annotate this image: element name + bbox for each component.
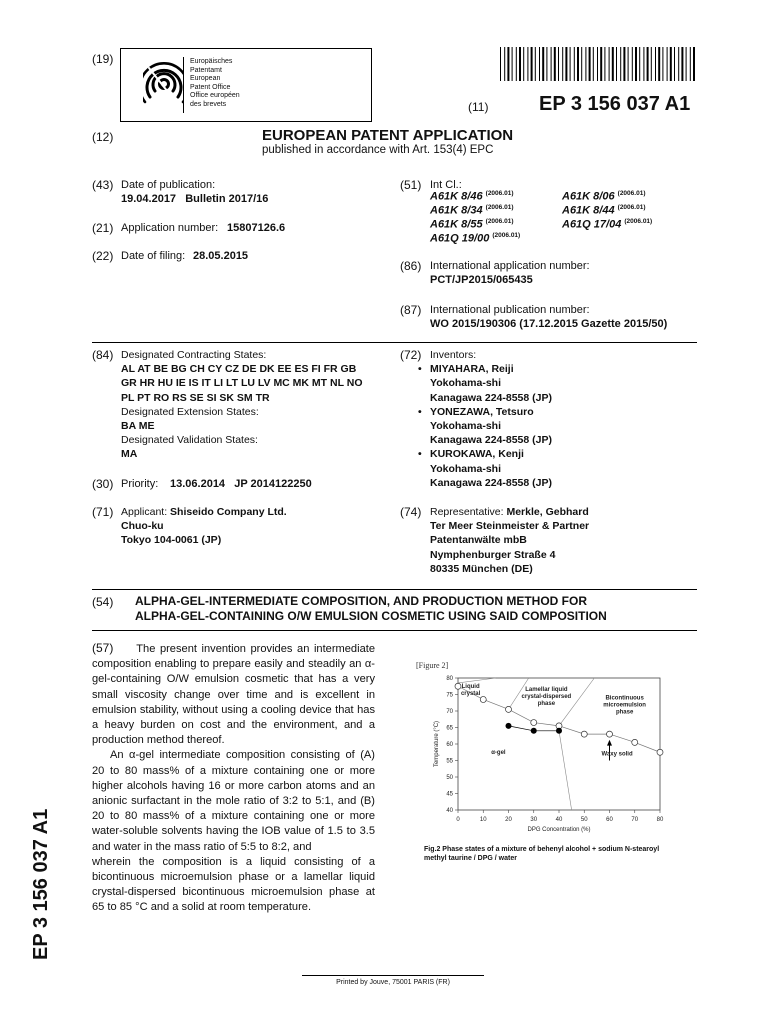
priority-value: 13.06.2014 JP 2014122250 [170, 478, 312, 490]
code-30: (30) [92, 477, 114, 491]
region-label-line: Waxy solid [601, 751, 633, 758]
x-tick-label: 30 [530, 817, 538, 823]
title-line: ALPHA-GEL-CONTAINING O/W EMULSION COSMETIC USING SAID COMPOSITION [135, 609, 607, 623]
application-number: 15807126.6 [227, 222, 286, 234]
code-22: (22) [92, 249, 114, 263]
barcode-bar [570, 47, 571, 81]
caption-line: methyl taurine / DPG / water [424, 855, 517, 862]
inventor-entry [430, 447, 690, 490]
application-number-label: Application number: [121, 222, 219, 234]
intl-application-label: International application number: [430, 260, 590, 272]
barcode-bar [620, 47, 621, 81]
filled-data-point [506, 723, 512, 729]
barcode-bar [667, 47, 668, 81]
inventor-name: • YONEZAWA, Tetsuro [430, 405, 690, 419]
representative-name: Merkle, Gebhard [506, 506, 589, 518]
inventor-region: Kanagawa 224-8558 (JP) [430, 391, 552, 404]
caption-line: Fig.2 Phase states of a mixture of behenyl alcohol + sodium N-stearoyl [424, 846, 660, 853]
barcode-bar [516, 47, 517, 81]
ipc-version: (2006.01) [485, 218, 514, 225]
region-label-line: Lamellar liquid [525, 687, 568, 694]
divider [92, 342, 697, 343]
abstract-paragraph: The present invention provides an intermediate composition enabling to prepare easily and steadily an α-gel-containing O/W emulsion cosmetic that has a very small viscosity change over time and is excellent in emulsion stability, without using a cooling device that has a heavy burden on cost and the environment, and a production method thereof. [92, 643, 375, 747]
x-axis-label: DPG Concentration (%) [527, 827, 591, 833]
barcode-bar [647, 47, 649, 81]
applicant-label: Applicant: [121, 506, 168, 518]
barcode-bar [643, 47, 644, 81]
ipc-code [430, 232, 520, 245]
region-label-line: crystal-dispersed [521, 694, 572, 701]
int-cl-label: Int Cl.: [430, 179, 462, 191]
code-54: (54) [92, 595, 114, 609]
abstract [92, 641, 375, 916]
phase-diagram-chart [418, 668, 676, 840]
ipc-code [562, 204, 645, 217]
code-72: (72) [400, 348, 422, 362]
applicant-name: Shiseido Company Ltd. [170, 506, 287, 518]
barcode-bar [581, 47, 582, 81]
code-11: (11) [468, 100, 489, 114]
barcode-bar [558, 47, 559, 81]
barcode-bar [539, 47, 540, 81]
region-label [461, 684, 481, 697]
barcode-bar [562, 47, 563, 81]
inventor-city: Yokohama-shi [430, 462, 501, 475]
barcode-bar [600, 47, 602, 81]
ipc-code-text: A61K 8/34 [430, 204, 483, 217]
open-data-point [632, 739, 638, 745]
ipc-version: (2006.01) [485, 204, 514, 211]
office-name-de-2: Patentamt [190, 66, 222, 74]
barcode-bar [542, 47, 544, 81]
ipc-code [430, 204, 513, 217]
region-label [602, 752, 633, 758]
inventor-entry [430, 362, 690, 405]
y-axis-label: Temperature (°C) [434, 720, 440, 768]
code-57: (57) [92, 641, 114, 655]
footer-divider [302, 975, 484, 976]
region-label [522, 687, 572, 707]
ipc-code-text: A61K 8/46 [430, 190, 483, 203]
barcode-bar [678, 47, 679, 81]
side-publication-number: EP 3 156 037 A1 [30, 808, 52, 960]
phase-boundary [559, 731, 572, 810]
representative-line: 80335 München (DE) [430, 562, 533, 575]
document-type: EUROPEAN PATENT APPLICATION [262, 127, 514, 144]
code-74: (74) [400, 505, 422, 519]
code-86: (86) [400, 259, 422, 273]
epo-logo-box [120, 48, 372, 122]
inventor-city: Yokohama-shi [430, 377, 501, 390]
phase-boundary [458, 678, 496, 683]
office-name-fr-1: Office européen [190, 92, 240, 100]
barcode-bar [554, 47, 556, 81]
barcode-bar [639, 47, 640, 81]
ipc-code [430, 190, 513, 203]
publication-number: EP 3 156 037 A1 [539, 93, 691, 115]
barcode-bar [500, 47, 501, 81]
applicant-address-line: Chuo-ku [121, 520, 164, 533]
x-tick-label: 80 [656, 817, 664, 823]
barcode-bar [565, 47, 567, 81]
region-label-line: Bicontinuous [605, 695, 644, 702]
divider [92, 589, 697, 590]
inventors-block [430, 348, 690, 490]
indicator-arrow-head [607, 740, 612, 746]
ipc-version: (2006.01) [617, 190, 646, 197]
abstract-paragraph: An α-gel intermediate composition consisting of (A) 20 to 80 mass% of a mixture containing one or more higher alcohols having 16 or more carbon atoms and an anionic surfactant in the mole ratio of 3:2 to 5:1, and (B) 20 to 80 mass% of a mixture containing one or more water-soluble solvents having the IOB value of 1.5 to 3.5 and water in the mass ratio of 5:5 to 8:2, and [92, 749, 375, 853]
office-name-fr-2: des brevets [190, 100, 227, 108]
barcode-bar [616, 47, 617, 81]
phase-boundary [559, 678, 594, 726]
barcode-bar [527, 47, 528, 81]
publication-date-label: Date of publication: [121, 179, 216, 191]
barcode-bar [612, 47, 614, 81]
y-tick-label: 40 [446, 808, 453, 814]
contracting-states-line: PL PT RO RS SE SI SK SM TR [121, 391, 270, 404]
extension-states: BA ME [121, 420, 155, 433]
y-tick-label: 60 [446, 742, 453, 748]
barcode-bar [531, 47, 533, 81]
contracting-states-label: Designated Contracting States: [121, 349, 267, 361]
barcode-bar [597, 47, 598, 81]
extension-states-label: Designated Extension States: [121, 405, 259, 418]
x-tick-label: 50 [580, 817, 588, 823]
open-data-point [531, 720, 537, 726]
ipc-code-text: A61Q 17/04 [562, 218, 622, 231]
y-tick-label: 65 [446, 725, 453, 732]
region-label-line: microemulsion [603, 702, 646, 709]
x-tick-label: 20 [505, 817, 512, 823]
barcode-bar [693, 47, 695, 81]
open-data-point [455, 683, 461, 689]
y-tick-label: 55 [446, 758, 453, 765]
barcode-bar [574, 47, 575, 81]
barcode-bar [523, 47, 524, 81]
validation-states-label: Designated Validation States: [121, 434, 258, 447]
code-21: (21) [92, 221, 114, 235]
region-label-line: phase [537, 701, 556, 708]
ipc-code-text: A61K 8/06 [562, 190, 615, 203]
barcode-bar [512, 47, 513, 81]
inventor-entry [430, 405, 690, 448]
x-tick-label: 60 [606, 817, 613, 823]
representative-line: Ter Meer Steinmeister & Partner [430, 520, 590, 533]
code-71: (71) [92, 505, 114, 519]
office-name-de-1: Europäisches [190, 58, 233, 65]
barcode-bar [686, 47, 687, 81]
y-tick-label: 50 [446, 775, 453, 781]
barcode-bar [535, 47, 536, 81]
x-tick-label: 10 [479, 817, 487, 823]
office-name-en-1: European [190, 75, 221, 83]
printer-note: Printed by Jouve, 75001 PARIS (FR) [336, 979, 450, 986]
barcode-bar [690, 47, 691, 81]
ipc-code-text: A61K 8/55 [430, 218, 483, 231]
representative-block [430, 505, 589, 576]
barcode-bar [628, 47, 629, 81]
ipc-code-text: A61K 8/44 [562, 204, 615, 217]
open-data-point [607, 731, 613, 737]
figure-tag: [Figure 2] [416, 661, 449, 670]
barcode-bar [662, 47, 663, 81]
designated-states-block [121, 348, 391, 462]
barcode-bar [604, 47, 605, 81]
barcode-image [500, 47, 696, 81]
inventor-region: Kanagawa 224-8558 (JP) [430, 434, 552, 447]
region-label-line: crystal [460, 690, 481, 697]
ipc-code [562, 190, 645, 203]
barcode-bar [632, 47, 633, 81]
x-tick-label: 40 [555, 817, 563, 823]
barcode-bar [551, 47, 552, 81]
y-tick-label: 75 [446, 692, 453, 699]
ipc-version: (2006.01) [624, 218, 653, 225]
filing-date-label: Date of filing: [121, 250, 186, 262]
contracting-states-line: AL AT BE BG CH CY CZ DE DK EE ES FI FR GB [121, 363, 357, 376]
inventor-name: • MIYAHARA, Reiji [430, 362, 690, 376]
ipc-version: (2006.01) [485, 190, 514, 197]
invention-title [135, 594, 607, 624]
ipc-code [562, 218, 652, 231]
barcode-bar [655, 47, 656, 81]
barcode-bar [609, 47, 610, 81]
filled-data-point [556, 728, 562, 734]
representative-label: Representative: [430, 506, 504, 518]
ipc-version: (2006.01) [492, 232, 521, 239]
code-84: (84) [92, 348, 114, 362]
applicant-block [121, 505, 287, 548]
y-tick-label: 45 [446, 791, 453, 798]
contracting-states-line: GR HR HU IE IS IT LI LT LU LV MC MK MT NL NO [121, 377, 363, 390]
barcode-bar [658, 47, 660, 81]
code-19: (19) [92, 52, 114, 66]
intl-publication-number: WO 2015/190306 (17.12.2015 Gazette 2015/50) [430, 318, 668, 330]
code-87: (87) [400, 303, 422, 317]
divider [92, 630, 697, 631]
barcode-bar [577, 47, 579, 81]
applicant-address-line: Tokyo 104-0061 (JP) [121, 534, 222, 547]
code-12: (12) [92, 130, 114, 144]
inventor-region: Kanagawa 224-8558 (JP) [430, 476, 552, 489]
region-label-line: phase [615, 709, 634, 716]
barcode-bar [504, 47, 505, 81]
abstract-paragraph: wherein the composition is a liquid consisting of a bicontinuous microemulsion phase or a lamellar liquid crystal-dispersed bicontinuous microemulsion phase at 65 to 85 °C and a solid at room temperature. [92, 855, 375, 914]
barcode-bar [635, 47, 637, 81]
ipc-code-text: A61Q 19/00 [430, 232, 490, 245]
ipc-code [430, 218, 513, 231]
epo-logo-icon [143, 54, 183, 114]
code-51: (51) [400, 178, 422, 192]
epo-office-names [190, 58, 240, 110]
barcode-bar [519, 47, 521, 81]
representative-line: Patentanwälte mbB [430, 534, 527, 547]
open-data-point [506, 706, 512, 712]
open-data-point [657, 749, 663, 755]
inventor-name: • KUROKAWA, Kenji [430, 447, 690, 461]
barcode-bar [507, 47, 509, 81]
x-tick-label: 0 [456, 817, 460, 823]
figure-caption [424, 845, 659, 863]
barcode-bar [546, 47, 547, 81]
intl-application-number: PCT/JP2015/065435 [430, 274, 533, 286]
barcode-bar [593, 47, 594, 81]
x-tick-label: 70 [631, 817, 639, 823]
open-data-point [480, 696, 486, 702]
region-label-line: α-gel [491, 749, 506, 756]
publication-date: 19.04.2017 Bulletin 2017/16 [121, 193, 269, 205]
filing-date: 28.05.2015 [193, 250, 249, 262]
barcode-bar [674, 47, 675, 81]
open-data-point [581, 731, 587, 737]
barcode-bar [670, 47, 672, 81]
barcode-bar [681, 47, 683, 81]
office-name-en-2: Patent Office [190, 83, 231, 91]
intl-publication-label: International publication number: [430, 304, 590, 316]
code-43: (43) [92, 178, 114, 192]
region-label-line: Liquid [461, 683, 480, 690]
inventors-label: Inventors: [430, 349, 477, 361]
barcode-bar [585, 47, 586, 81]
barcode-bar [589, 47, 591, 81]
y-tick-label: 70 [446, 709, 453, 715]
document-subtitle: published in accordance with Art. 153(4) EPC [262, 144, 494, 156]
ipc-version: (2006.01) [617, 204, 646, 211]
barcode-bar [651, 47, 652, 81]
barcode-bar [623, 47, 625, 81]
priority-label: Priority: [121, 478, 159, 490]
validation-states: MA [121, 448, 138, 461]
y-tick-label: 80 [446, 676, 453, 682]
region-label [603, 695, 646, 715]
region-label [491, 750, 506, 756]
title-line: ALPHA-GEL-INTERMEDIATE COMPOSITION, AND PRODUCTION METHOD FOR [135, 594, 587, 608]
inventor-city: Yokohama-shi [430, 420, 501, 433]
filled-data-point [531, 728, 537, 734]
representative-line: Nymphenburger Straße 4 [430, 548, 556, 561]
